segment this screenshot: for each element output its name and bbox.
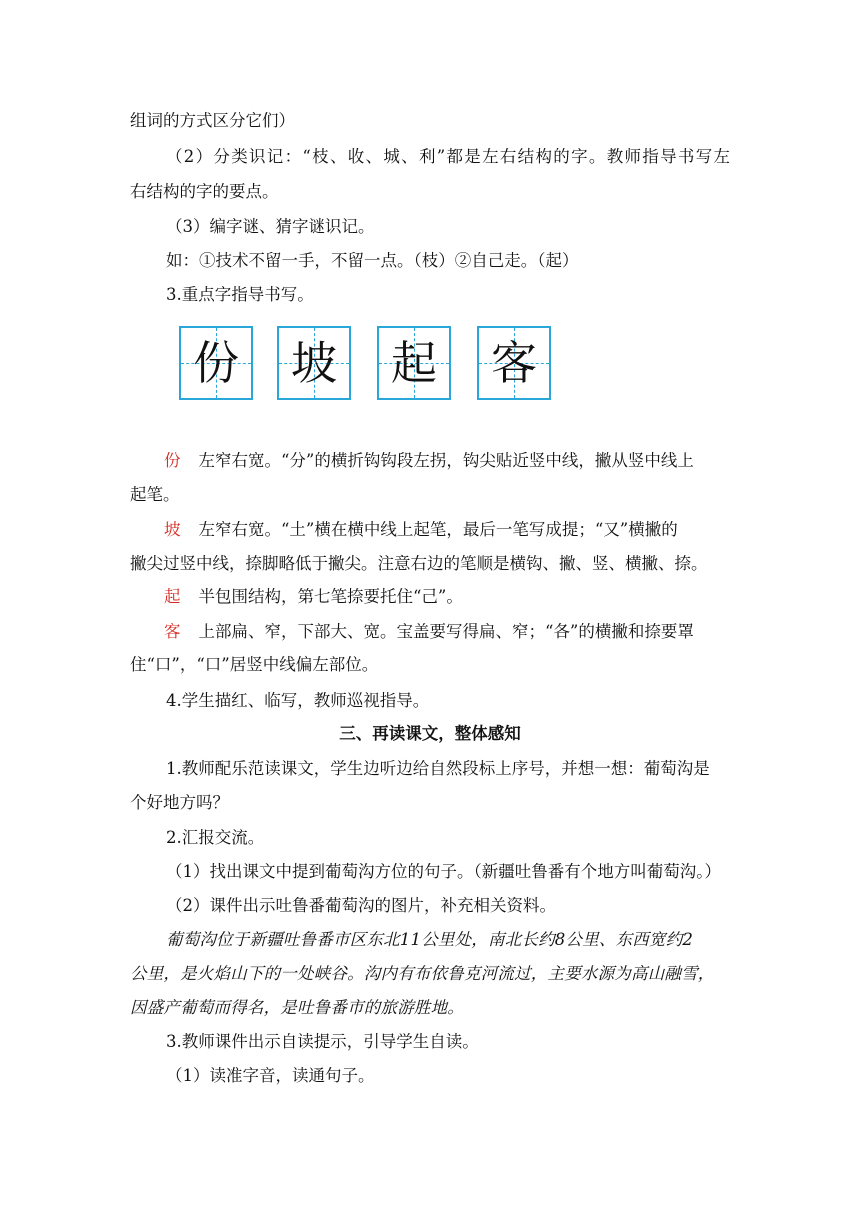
writing-grid-box — [477, 326, 551, 400]
writing-grid-box — [377, 326, 451, 400]
highlight-char: 坡 — [164, 520, 181, 539]
writing-grid-box — [277, 326, 351, 400]
text-line: （1）读准字音，读通句子。 — [166, 1066, 375, 1085]
text-line: 个好地方吗？ — [130, 793, 229, 812]
char-note-text: 半包围结构，第七笔捺要托住“己”。 — [198, 587, 463, 606]
char-note-line — [164, 450, 730, 472]
info-line: 因盛产葡萄而得名，是吐鲁番市的旅游胜地。 — [130, 998, 464, 1017]
char-note-text: 左窄右宽。“分”的横折钩钩段左拐，钩尖贴近竖中线，撇从竖中线上 — [198, 451, 694, 470]
text-line: 3.教师课件出示自读提示，引导学生自读。 — [166, 1032, 479, 1051]
text-line: 右结构的字的要点。 — [130, 182, 279, 201]
text-line: （2）分类识记：“枝、收、城、利”都是左右结构的字。教师指导书写左 — [166, 147, 730, 166]
info-line: 葡萄沟位于新疆吐鲁番市区东北11公里处，南北长约8公里、东西宽约2 — [166, 930, 694, 949]
text-line: 起笔。 — [130, 485, 180, 504]
text-line: （2）课件出示吐鲁番葡萄沟的图片，补充相关资料。 — [166, 896, 556, 915]
writing-grid-box — [179, 326, 253, 400]
highlight-char: 份 — [164, 451, 181, 470]
grid-character: 起 — [391, 336, 437, 390]
char-note-line — [164, 519, 730, 541]
text-line: （3）编字谜、猜字谜识记。 — [166, 217, 375, 236]
section-heading: 三、再读课文，整体感知 — [339, 724, 521, 743]
grid-character: 坡 — [291, 336, 337, 390]
char-note-text: 左窄右宽。“土”横在横中线上起笔，最后一笔写成提；“又”横撇的 — [198, 520, 678, 539]
text-line: （1）找出课文中提到葡萄沟方位的句子。（新疆吐鲁番有个地方叫葡萄沟。） — [166, 862, 721, 881]
char-note-text: 上部扁、窄，下部大、宽。宝盖要写得扁、窄；“各”的横撇和捺要罩 — [198, 622, 694, 641]
text-line: 1.教师配乐范读课文，学生边听边给自然段标上序号，并想一想：葡萄沟是 — [166, 759, 710, 778]
text-line: 住“口”，“口”居竖中线偏左部位。 — [130, 655, 379, 674]
char-note-line — [164, 586, 764, 608]
grid-character: 份 — [193, 336, 239, 390]
text-line: 组词的方式区分它们） — [130, 111, 295, 130]
text-line: 3.重点字指导书写。 — [166, 285, 314, 304]
highlight-char: 起 — [164, 587, 181, 606]
info-line: 公里，是火焰山下的一处峡谷。沟内有布依鲁克河流过，主要水源为高山融雪， — [130, 964, 715, 983]
text-line: 4.学生描红、临写，教师巡视指导。 — [166, 691, 430, 710]
grid-character: 客 — [491, 336, 537, 390]
text-line: 如：①技术不留一手，不留一点。（枝）②自己走。（起） — [166, 251, 579, 270]
highlight-char: 客 — [164, 622, 181, 641]
text-line: 撇尖过竖中线，捺脚略低于撇尖。注意右边的笔顺是横钩、撇、竖、横撇、捺。 — [130, 554, 708, 573]
text-line: 2.汇报交流。 — [166, 828, 265, 847]
char-note-line — [164, 621, 730, 643]
